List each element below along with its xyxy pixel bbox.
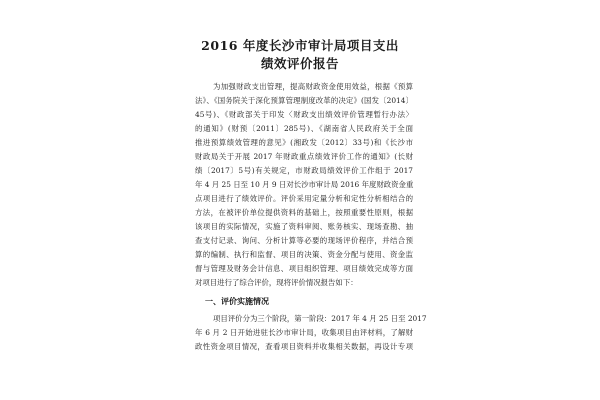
intro-line: 对项目进行了综合评价，现将评价情况报告如下： xyxy=(195,278,358,287)
intro-line: 算的编制、执行和监督、项目的决策、资金分配与使用、资金监 xyxy=(195,250,413,259)
intro-line: 绩〔2017〕5号)有关规定，市财政局绩效评价工作组于 2017 xyxy=(195,166,413,175)
report-title-line-1: 2016 年度长沙市审计局项目支出 xyxy=(201,38,399,53)
intro-line: 点项目进行了绩效评价。评价采用定量分析和定性分析相结合的 xyxy=(195,194,413,203)
section-1-line: 政性资金项目情况，查看项目资料并收集相关数据，再设计专项 xyxy=(195,342,413,351)
intro-line: 的通知》(财预〔2011〕285号)、《湖南省人民政府关于全面 xyxy=(195,124,413,133)
intro-line: 为加强财政支出管理，提高财政资金使用效益，根据《预算 xyxy=(213,82,413,91)
intro-line: 45号)、《财政部关于印发〈财政支出绩效评价管理暂行办法〉 xyxy=(195,110,413,119)
intro-line: 年 4 月 25 日至 10 月 9 日对长沙市审计局 2016 年度财政资金重 xyxy=(195,180,414,189)
section-heading: 一、评价实施情况 xyxy=(205,296,269,306)
intro-line: 该项目的实际情况，实施了资料审阅、账务核实、现场查勘、抽 xyxy=(195,222,413,231)
intro-line: 方法，在被评价单位提供资料的基础上，按照重要性原则，根据 xyxy=(195,208,413,217)
intro-line: 查支付记录、询问、分析计算等必要的现场评价程序，并结合预 xyxy=(195,236,413,245)
report-title-line-2: 绩效评价报告 xyxy=(260,56,339,71)
intro-line: 推进预算绩效管理的意见》(湘政发〔2012〕33号)和《长沙市 xyxy=(195,138,413,147)
intro-line: 法》、《国务院关于深化预算管理制度改革的决定》(国发〔2014〕 xyxy=(195,96,413,105)
section-1-line: 年 6 月 2 日开始进驻长沙市审计局，收集项目由评材料，了解财 xyxy=(195,328,413,337)
section-1-line: 项目评价分为三个阶段，第一阶段：2017 年 4 月 25 日至 2017 xyxy=(213,314,427,323)
intro-line: 财政局关于开展 2017 年财政重点绩效评价工作的通知》(长财 xyxy=(195,152,413,161)
intro-line: 督与管理及财务会计信息、项目组织管理、项目绩效完成等方面 xyxy=(195,264,413,273)
